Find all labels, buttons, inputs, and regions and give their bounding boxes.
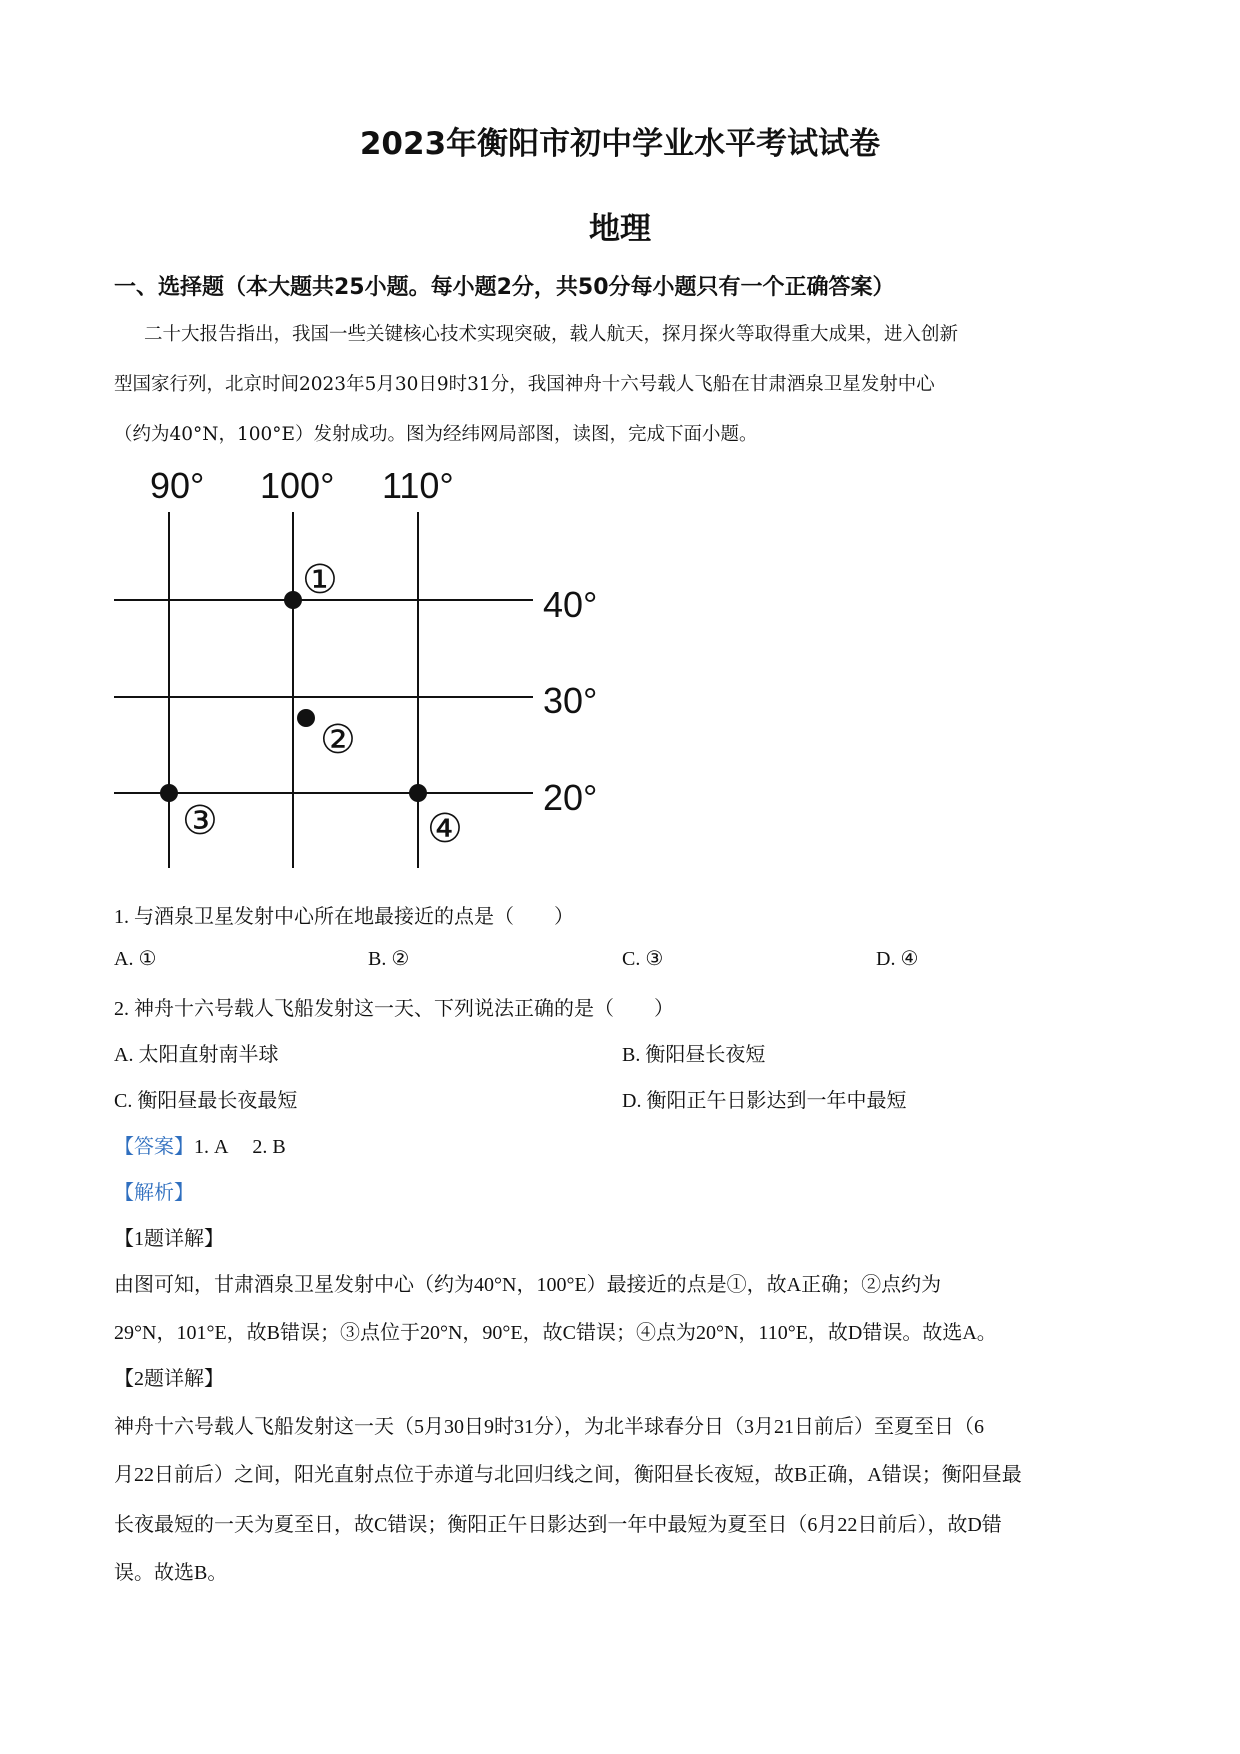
q2-detail-line-1: 神舟十六号载人飞船发射这一天（5月30日9时31分），为北半球春分日（3月21日前后）至夏至日（6 (114, 1416, 984, 1438)
point-4-dot (409, 784, 427, 802)
question-2-option-c: C. 衡阳昼最长夜最短 (114, 1090, 298, 1112)
intro-line-1: 二十大报告指出，我国一些关键核心技术实现突破，载人航天，探月探火等取得重大成果，进入创新 (144, 324, 959, 345)
point-1-label: ① (302, 558, 338, 602)
question-1-option-c: C. ③ (622, 948, 664, 970)
question-2-option-d: D. 衡阳正午日影达到一年中最短 (622, 1090, 907, 1112)
intro-line-2: 型国家行列，北京时间2023年5月30日9时31分，我国神舟十六号载人飞船在甘肃酒泉卫星发射中心 (114, 374, 935, 395)
longitude-label-90: 90° (150, 465, 205, 506)
q1-detail-line-1: 由图可知，甘肃酒泉卫星发射中心（约为40°N，100°E）最接近的点是①，故A正确；②点约为 (114, 1274, 942, 1296)
latitude-label-30: 30° (543, 680, 598, 721)
question-1-option-d: D. ④ (876, 948, 919, 970)
point-3-label: ③ (182, 799, 218, 843)
q2-detail-line-3: 长夜最短的一天为夏至日，故C错误；衡阳正午日影达到一年中最短为夏至日（6月22日前后），故D错 (114, 1514, 1002, 1536)
analysis-tag: 【解析】 (114, 1182, 194, 1204)
graticule-figure (100, 455, 620, 875)
exam-title: 2023年衡阳市初中学业水平考试试卷 (359, 126, 881, 162)
q2-detail-line-2: 月22日前后）之间，阳光直射点位于赤道与北回归线之间，衡阳昼长夜短，故B正确，A错误；衡阳昼最 (114, 1464, 1022, 1486)
point-2-dot (297, 709, 315, 727)
question-1-option-a: A. ① (114, 948, 157, 970)
question-2-option-a: A. 太阳直射南半球 (114, 1044, 279, 1066)
q1-detail-line-2: 29°N，101°E，故B错误；③点位于20°N，90°E，故C错误；④点为20°N，110°E，故D错误。故选A。 (114, 1322, 997, 1344)
intro-line-3: （约为40°N，100°E）发射成功。图为经纬网局部图，读图，完成下面小题。 (114, 424, 758, 445)
answer-tag: 【答案】 (114, 1136, 194, 1158)
question-2-stem: 2. 神舟十六号载人飞船发射这一天、下列说法正确的是（ ） (114, 998, 674, 1020)
subject-title: 地理 (589, 211, 651, 247)
latitude-label-20: 20° (543, 777, 598, 818)
q2-detail-heading: 【2题详解】 (114, 1368, 224, 1390)
longitude-label-110: 110° (382, 465, 454, 506)
answer-text: 1. A 2. B (194, 1136, 286, 1158)
q1-detail-heading: 【1题详解】 (114, 1228, 224, 1250)
point-4-label: ④ (427, 807, 463, 851)
question-2-option-b: B. 衡阳昼长夜短 (622, 1044, 766, 1066)
longitude-label-100: 100° (260, 465, 335, 506)
question-1-option-b: B. ② (368, 948, 410, 970)
answer-row (114, 1130, 286, 1159)
question-1-stem: 1. 与酒泉卫星发射中心所在地最接近的点是（ ） (114, 906, 574, 928)
point-3-dot (160, 784, 178, 802)
point-2-label: ② (320, 718, 356, 762)
section-heading: 一、选择题（本大题共25小题。每小题2分，共50分每小题只有一个正确答案） (114, 275, 895, 300)
point-1-dot (284, 591, 302, 609)
q2-detail-line-4: 误。故选B。 (114, 1562, 228, 1584)
latitude-label-40: 40° (543, 584, 598, 625)
